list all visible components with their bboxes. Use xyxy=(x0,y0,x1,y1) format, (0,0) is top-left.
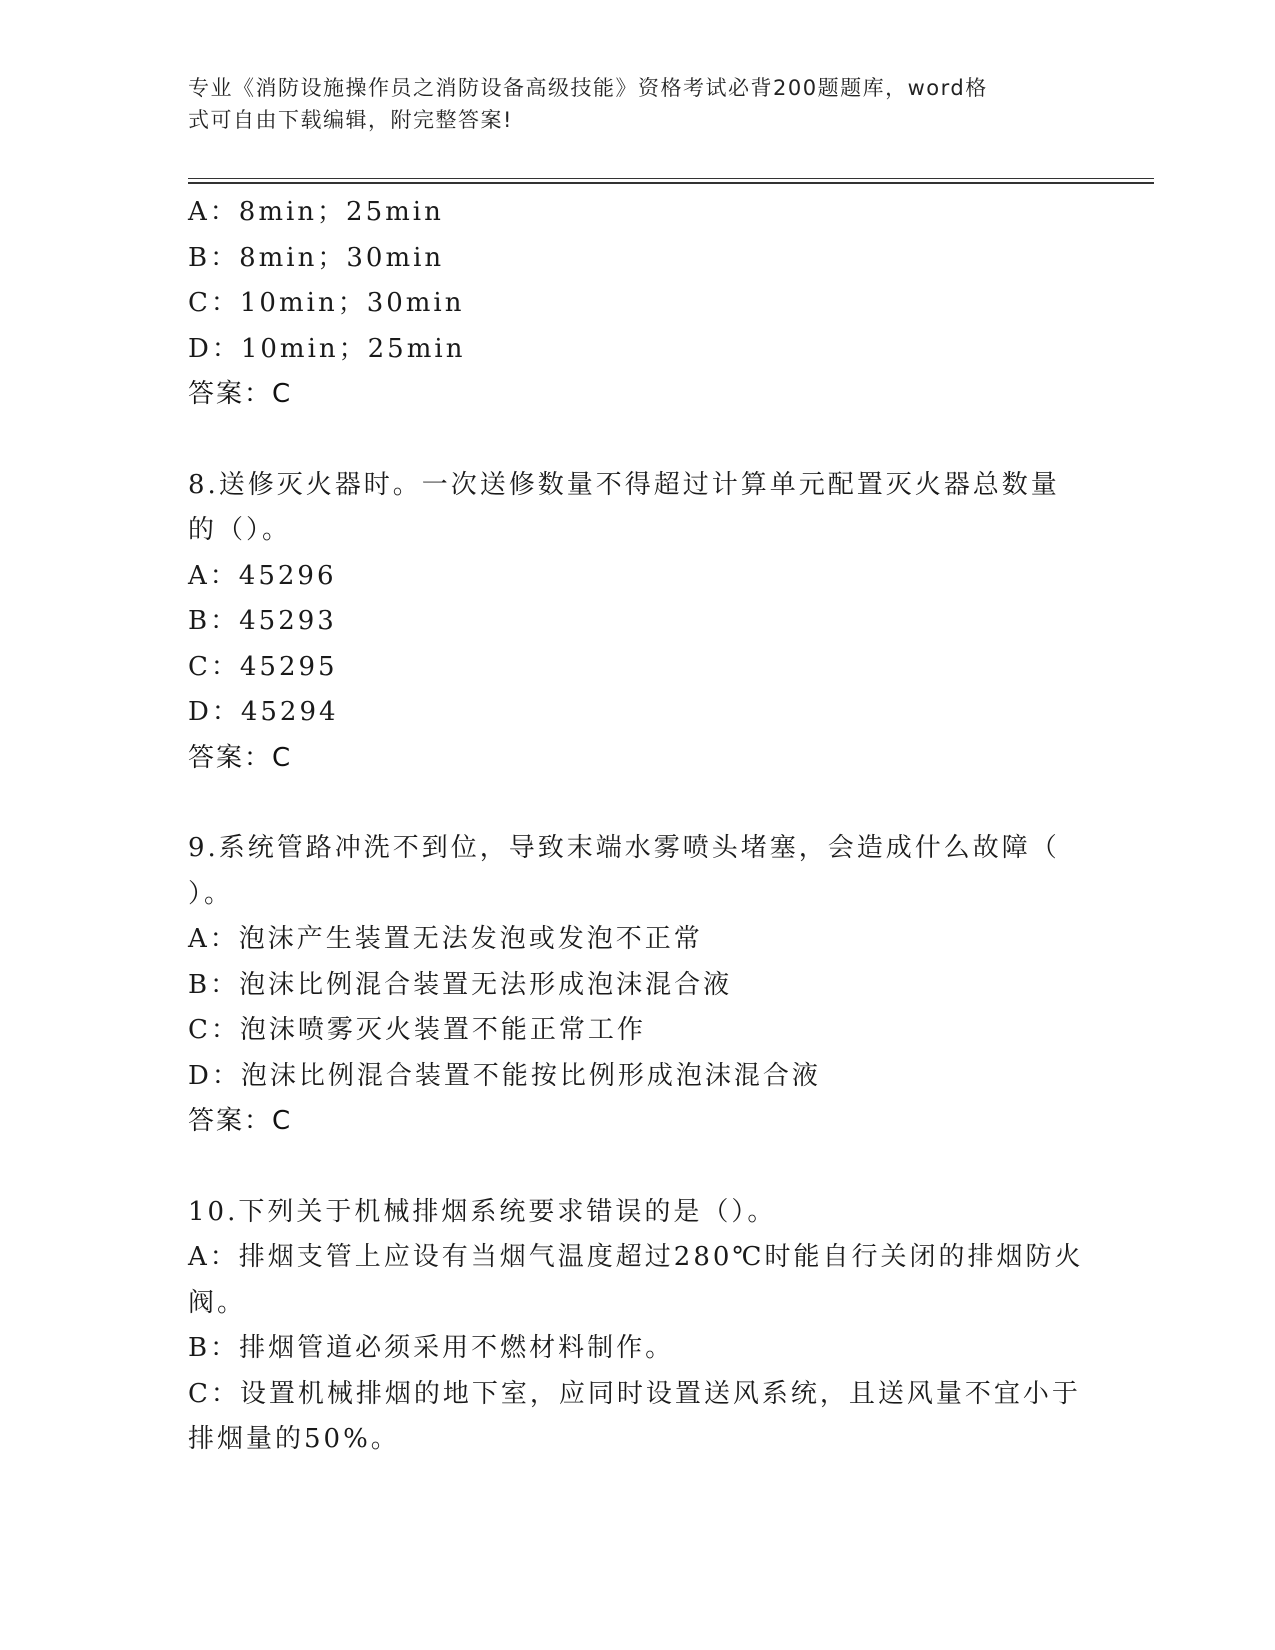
answer: 答案：C xyxy=(188,379,293,409)
document-header xyxy=(188,72,1068,136)
option-c: C：泡沫喷雾灭火装置不能正常工作 xyxy=(188,1015,646,1045)
option-a: A：排烟支管上应设有当烟气温度超过280℃时能自行关闭的排烟防火 xyxy=(188,1242,1084,1272)
option-a: A：45296 xyxy=(188,560,337,591)
question-stem-cont: 的（）。 xyxy=(188,515,292,545)
question-list xyxy=(188,190,1088,1463)
option-a: A：8min；25min xyxy=(188,197,444,227)
option-c: C：10min；30min xyxy=(188,288,465,318)
option-d: D：泡沫比例混合装置不能按比例形成泡沫混合液 xyxy=(188,1060,821,1091)
question-stem: 9.系统管路冲洗不到位，导致末端水雾喷头堵塞，会造成什么故障（ xyxy=(188,833,1060,863)
question-10 xyxy=(188,1190,1088,1463)
spacer xyxy=(188,1145,1088,1190)
option-b: B：45293 xyxy=(188,606,337,636)
option-a-cont: 阀。 xyxy=(188,1287,247,1318)
option-c-cont: 排烟量的50%。 xyxy=(188,1424,400,1454)
option-c: C：设置机械排烟的地下室，应同时设置送风系统，且送风量不宜小于 xyxy=(188,1378,1081,1409)
header-divider-thick xyxy=(188,182,1154,184)
question-stem: 8.送修灭火器时。一次送修数量不得超过计算单元配置灭火器总数量 xyxy=(188,469,1060,500)
option-a: A：泡沫产生装置无法发泡或发泡不正常 xyxy=(188,924,703,954)
question-8 xyxy=(188,463,1088,782)
option-b: B：8min；30min xyxy=(188,242,445,273)
question-9 xyxy=(188,826,1088,1145)
option-d: D：45294 xyxy=(188,697,339,727)
spacer xyxy=(188,418,1088,463)
header-divider-thin xyxy=(188,178,1154,179)
header-line-1: 专业《消防设施操作员之消防设备高级技能》资格考试必背200题题库，word格 xyxy=(188,76,988,100)
option-b: B：泡沫比例混合装置无法形成泡沫混合液 xyxy=(188,969,733,1000)
answer: 答案：C xyxy=(188,1106,293,1136)
question-stem: 10.下列关于机械排烟系统要求错误的是（）。 xyxy=(188,1196,777,1227)
option-d: D：10min；25min xyxy=(188,333,466,364)
option-b: B：排烟管道必须采用不燃材料制作。 xyxy=(188,1333,675,1363)
option-c: C：45295 xyxy=(188,651,338,682)
spacer xyxy=(188,781,1088,826)
question-stem-cont: ）。 xyxy=(188,878,234,909)
header-line-2: 式可自由下载编辑，附完整答案! xyxy=(188,108,513,132)
question-7 xyxy=(188,190,1088,418)
answer: 答案：C xyxy=(188,742,293,773)
